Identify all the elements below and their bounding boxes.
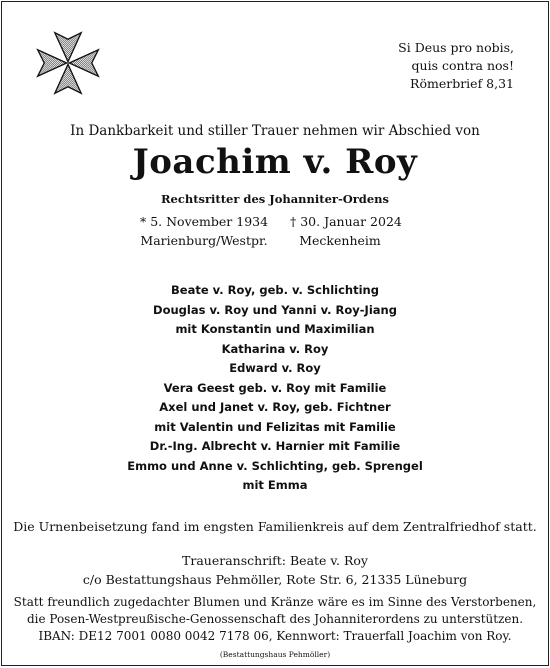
intro-text: In Dankbarkeit und stiller Trauer nehmen wir Abschied von	[70, 123, 480, 139]
quote-line: Si Deus pro nobis,	[398, 40, 514, 55]
mourner-line: Emmo und Anne v. Schlichting, geb. Sprengel	[127, 458, 423, 473]
life-dates	[2, 212, 548, 252]
death-info	[290, 212, 402, 250]
quote-line: quis contra nos!	[411, 58, 514, 73]
bible-quote	[398, 39, 514, 93]
mourner-line: Douglas v. Roy und Yanni v. Roy-Jiang	[153, 302, 397, 317]
mourner-line: Vera Geest geb. v. Roy mit Familie	[163, 380, 387, 395]
donation-notice	[2, 594, 548, 645]
mourner-line: Dr.-Ing. Albrecht v. Harnier mit Familie	[149, 439, 401, 453]
address-line: c/o Bestattungshaus Pehmöller, Rote Str. 6, 21335 Lüneburg	[82, 572, 468, 587]
mourner-line: Edward v. Roy	[229, 361, 321, 375]
deceased-title: Rechtsritter des Johanniter-Ordens	[160, 192, 390, 206]
obituary-notice	[1, 1, 549, 666]
address-line: Traueranschrift: Beate v. Roy	[182, 553, 368, 568]
mourning-address	[2, 551, 548, 589]
birth-place: Marienburg/Westpr.	[140, 233, 268, 248]
quote-reference: Römerbrief 8,31	[410, 76, 514, 91]
death-date: † 30. Januar 2024	[290, 214, 402, 229]
mourner-line: mit Emma	[242, 478, 308, 492]
birth-date: * 5. November 1934	[140, 214, 269, 229]
donation-line: die Posen-Westpreußische-Genossenschaft des Johanniterordens zu unterstützen.	[26, 612, 524, 626]
mourner-line: Axel und Janet v. Roy, geb. Fichtner	[159, 400, 391, 414]
undertaker-credit: (Bestattungshaus Pehmöller)	[219, 650, 331, 659]
birth-info	[140, 212, 268, 250]
mourner-line: Katharina v. Roy	[221, 341, 329, 356]
urn-notice: Die Urnenbeisetzung fand im engsten Familienkreis auf dem Zentralfriedhof statt.	[13, 519, 537, 534]
donation-line: Statt freundlich zugedachter Blumen und Kränze wäre es im Sinne des Verstorbenen,	[13, 595, 537, 609]
deceased-name: Joachim v. Roy	[132, 142, 418, 182]
mourner-line: Beate v. Roy, geb. v. Schlichting	[171, 283, 379, 297]
death-place: Meckenheim	[299, 233, 381, 248]
mourners-list	[2, 281, 548, 496]
mourner-line: mit Konstantin und Maximilian	[175, 322, 375, 336]
mourner-line: mit Valentin und Felizitas mit Familie	[154, 419, 396, 434]
donation-iban: IBAN: DE12 7001 0080 0042 7178 06, Kennwort: Trauerfall Joachim von Roy.	[38, 629, 512, 643]
maltese-cross-icon	[35, 24, 101, 102]
